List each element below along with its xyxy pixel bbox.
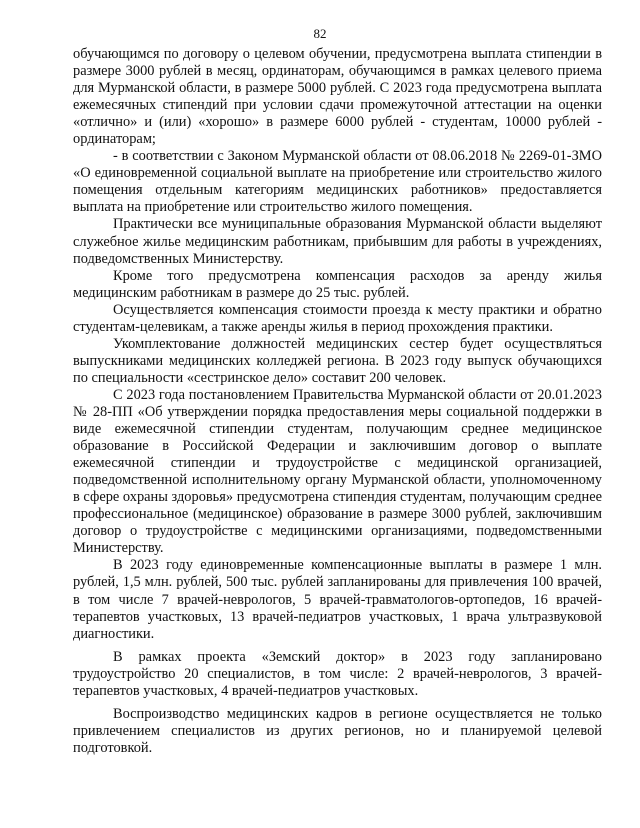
document-body [73, 46, 602, 757]
paragraph-nurse-staffing: Укомплектование должностей медицинских сестер будет осуществляться выпускниками медицинских колледжей региона. В 2023 году выпуск обучающихся по специальности «сестринское дело» составит 200 человек. [73, 335, 602, 386]
page-number: 82 [313, 26, 327, 41]
paragraph-service-housing: Практически все муниципальные образования Мурманской области выделяют служебное жилье медицинским работникам, прибывшим для работы в учреждениях, подведомственных Министерству. [73, 216, 602, 267]
paragraph-housing-law: - в соответствии с Законом Мурманской области от 08.06.2018 № 2269-01-ЗМО «О единовременной социальной выплате на приобретение или строительство жилого помещения отдельным категориям медицинских работников» предоставляется выплата на приобретение или строительство жилого помещения. [73, 148, 602, 216]
paragraph-workforce-reproduction: Воспроизводство медицинских кадров в регионе осуществляется не только привлечением специалистов из других регионов, но и планируемой целевой подготовкой. [73, 705, 602, 756]
paragraph-zemsky-doctor: В рамках проекта «Земский доктор» в 2023 году запланировано трудоустройство 20 специалистов, в том числе: 2 врачей-неврологов, 3 врачей-терапевтов участковых, 4 врачей-педиатров участковых. [73, 648, 602, 699]
paragraph-student-stipend-resolution: С 2023 года постановлением Правительства Мурманской области от 20.01.2023 № 28-ПП «Об утверждении порядка предоставления меры социальной поддержки в виде ежемесячной стипендии студентам, получающим среднее медицинское образование в Российской Федерации и заключившим договор о выплате ежемесячной стипендии и трудоустройстве с медицинской организацией, подведомственной исполнительному органу Мурманской области, уполномоченному в сфере охраны здоровья» предусмотрена стипендия студентам, получающим среднее профессиональное (медицинское) образование в размере 3000 рублей, заключившим договор о трудоустройстве с медицинскими организациями, подведомственными Министерству. [73, 386, 602, 557]
paragraph-rent-compensation: Кроме того предусмотрена компенсация расходов за аренду жилья медицинским работникам в размере до 25 тыс. рублей. [73, 267, 602, 301]
paragraph-scholarship-continuation: обучающимся по договору о целевом обучении, предусмотрена выплата стипендии в размере 3000 рублей в месяц, ординаторам, обучающимся в рамках целевого приема для Мурманской области, в размере 5000 рублей. С 2023 года предусмотрена выплата ежемесячных стипендий при условии сдачи промежуточной аттестации на оценки «отлично» и (или) «хорошо» в размере 6000 рублей - студентам, 10000 рублей - ординаторам; [73, 46, 602, 148]
paragraph-lump-sum-payments: В 2023 году единовременные компенсационные выплаты в размере 1 млн. рублей, 1,5 млн. рублей, 500 тыс. рублей запланированы для привлечения 100 врачей, в том числе 7 врачей-неврологов, 5 врачей-травматологов-ортопедов, 16 врачей-терапевтов участковых, 13 врачей-педиатров участковых, 1 врача ультразвуковой диагностики. [73, 557, 602, 642]
paragraph-travel-compensation: Осуществляется компенсация стоимости проезда к месту практики и обратно студентам-целевикам, а также аренды жилья в период прохождения практики. [73, 301, 602, 335]
